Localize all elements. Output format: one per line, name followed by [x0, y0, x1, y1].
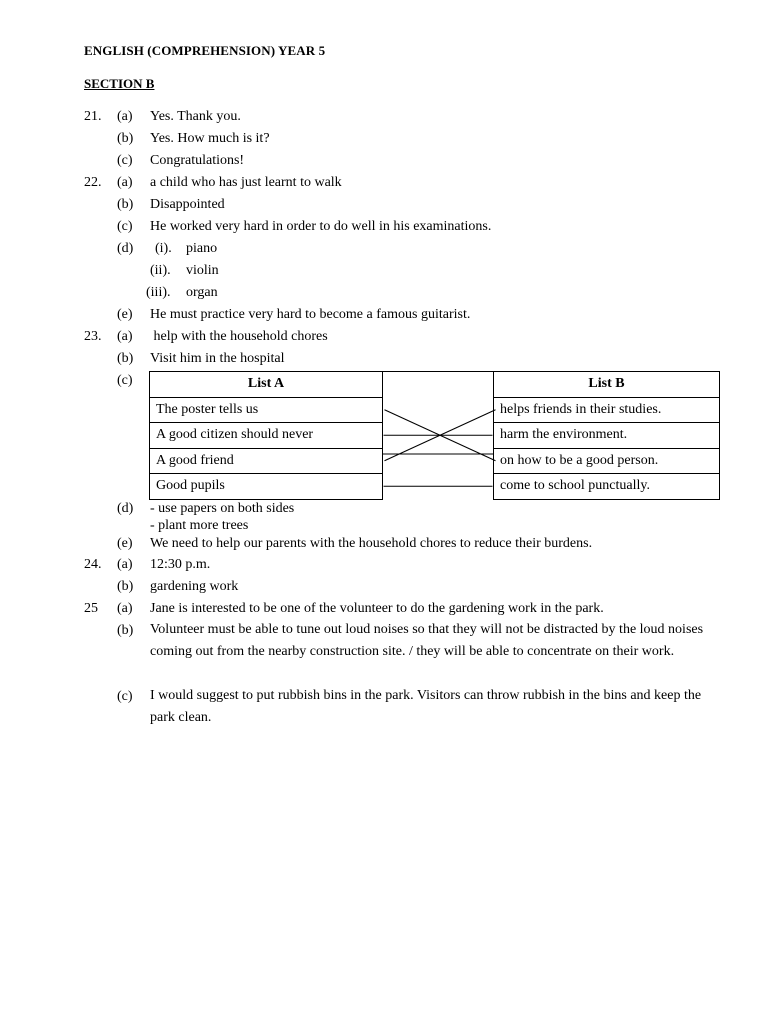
item-label: (a) — [117, 175, 133, 190]
item-label: (a) — [117, 329, 133, 344]
answer-text: - plant more trees — [150, 518, 249, 533]
item-label: (b) — [117, 579, 134, 594]
answer-paragraph: Volunteer must be able to tune out loud noises so that they will not be distracted by the loud noises coming out from the nearby construction site. / they will be able to concentrate on their work. — [150, 622, 704, 659]
item-label: (b) — [117, 351, 134, 366]
question-number: 21. — [84, 109, 102, 124]
answer-text: He worked very hard in order to do well in his examinations. — [150, 219, 492, 234]
item-label: (b) — [117, 197, 134, 212]
answer-text: Yes. Thank you. — [150, 109, 241, 124]
roman-label: (iii). — [146, 285, 171, 300]
list-b-header: List B — [494, 372, 720, 398]
list-a-header: List A — [150, 372, 383, 398]
item-label: (e) — [117, 536, 133, 551]
answer-text: Visit him in the hospital — [150, 351, 285, 366]
answer-paragraph: I would suggest to put rubbish bins in the park. Visitors can throw rubbish in the bins and keep the park clean. — [150, 688, 702, 725]
item-label: (b) — [117, 623, 134, 638]
answer-text: He must practice very hard to become a famous guitarist. — [150, 307, 471, 322]
list-b-item: helps friends in their studies. — [494, 397, 720, 423]
answer-text: organ — [186, 285, 218, 300]
list-a-item: The poster tells us — [150, 397, 383, 423]
item-label: (d) — [117, 501, 134, 516]
item-label: (c) — [117, 219, 133, 234]
answer-text: 12:30 p.m. — [150, 557, 211, 572]
question-number: 24. — [84, 557, 102, 572]
item-label: (a) — [117, 601, 133, 616]
question-number: 23. — [84, 329, 102, 344]
answer-text: We need to help our parents with the household chores to reduce their burdens. — [150, 536, 593, 551]
list-a-item: Good pupils — [150, 474, 383, 500]
answer-text: Jane is interested to be one of the volunteer to do the gardening work in the park. — [150, 601, 604, 616]
question-number: 22. — [84, 175, 102, 190]
item-label: (a) — [117, 557, 133, 572]
answer-text: Disappointed — [150, 197, 225, 212]
answer-text: a child who has just learnt to walk — [150, 175, 342, 190]
item-label: (b) — [117, 131, 134, 146]
item-label: (a) — [117, 109, 133, 124]
list-b-item: come to school punctually. — [494, 474, 720, 500]
answer-text: Yes. How much is it? — [150, 131, 270, 146]
item-label: (c) — [117, 373, 133, 388]
item-label: (c) — [117, 689, 133, 704]
answer-text: piano — [186, 241, 218, 256]
answer-text: Congratulations! — [150, 153, 245, 168]
list-a-item: A good friend — [150, 448, 383, 474]
item-label: (c) — [117, 153, 133, 168]
list-b-item: harm the environment. — [494, 423, 720, 449]
roman-label: (i). — [155, 241, 172, 256]
roman-label: (ii). — [150, 263, 171, 278]
answer-text: gardening work — [150, 579, 239, 594]
answer-text: help with the household chores — [150, 329, 328, 344]
answer-text: - use papers on both sides — [150, 501, 295, 516]
item-label: (e) — [117, 307, 133, 322]
document-title: ENGLISH (COMPREHENSION) YEAR 5 — [84, 43, 326, 58]
list-b-item: on how to be a good person. — [494, 448, 720, 474]
item-label: (d) — [117, 241, 134, 256]
list-a-item: A good citizen should never — [150, 423, 383, 449]
question-number: 25 — [84, 601, 98, 616]
section-heading: SECTION B — [84, 76, 155, 91]
answer-text: violin — [186, 263, 219, 278]
